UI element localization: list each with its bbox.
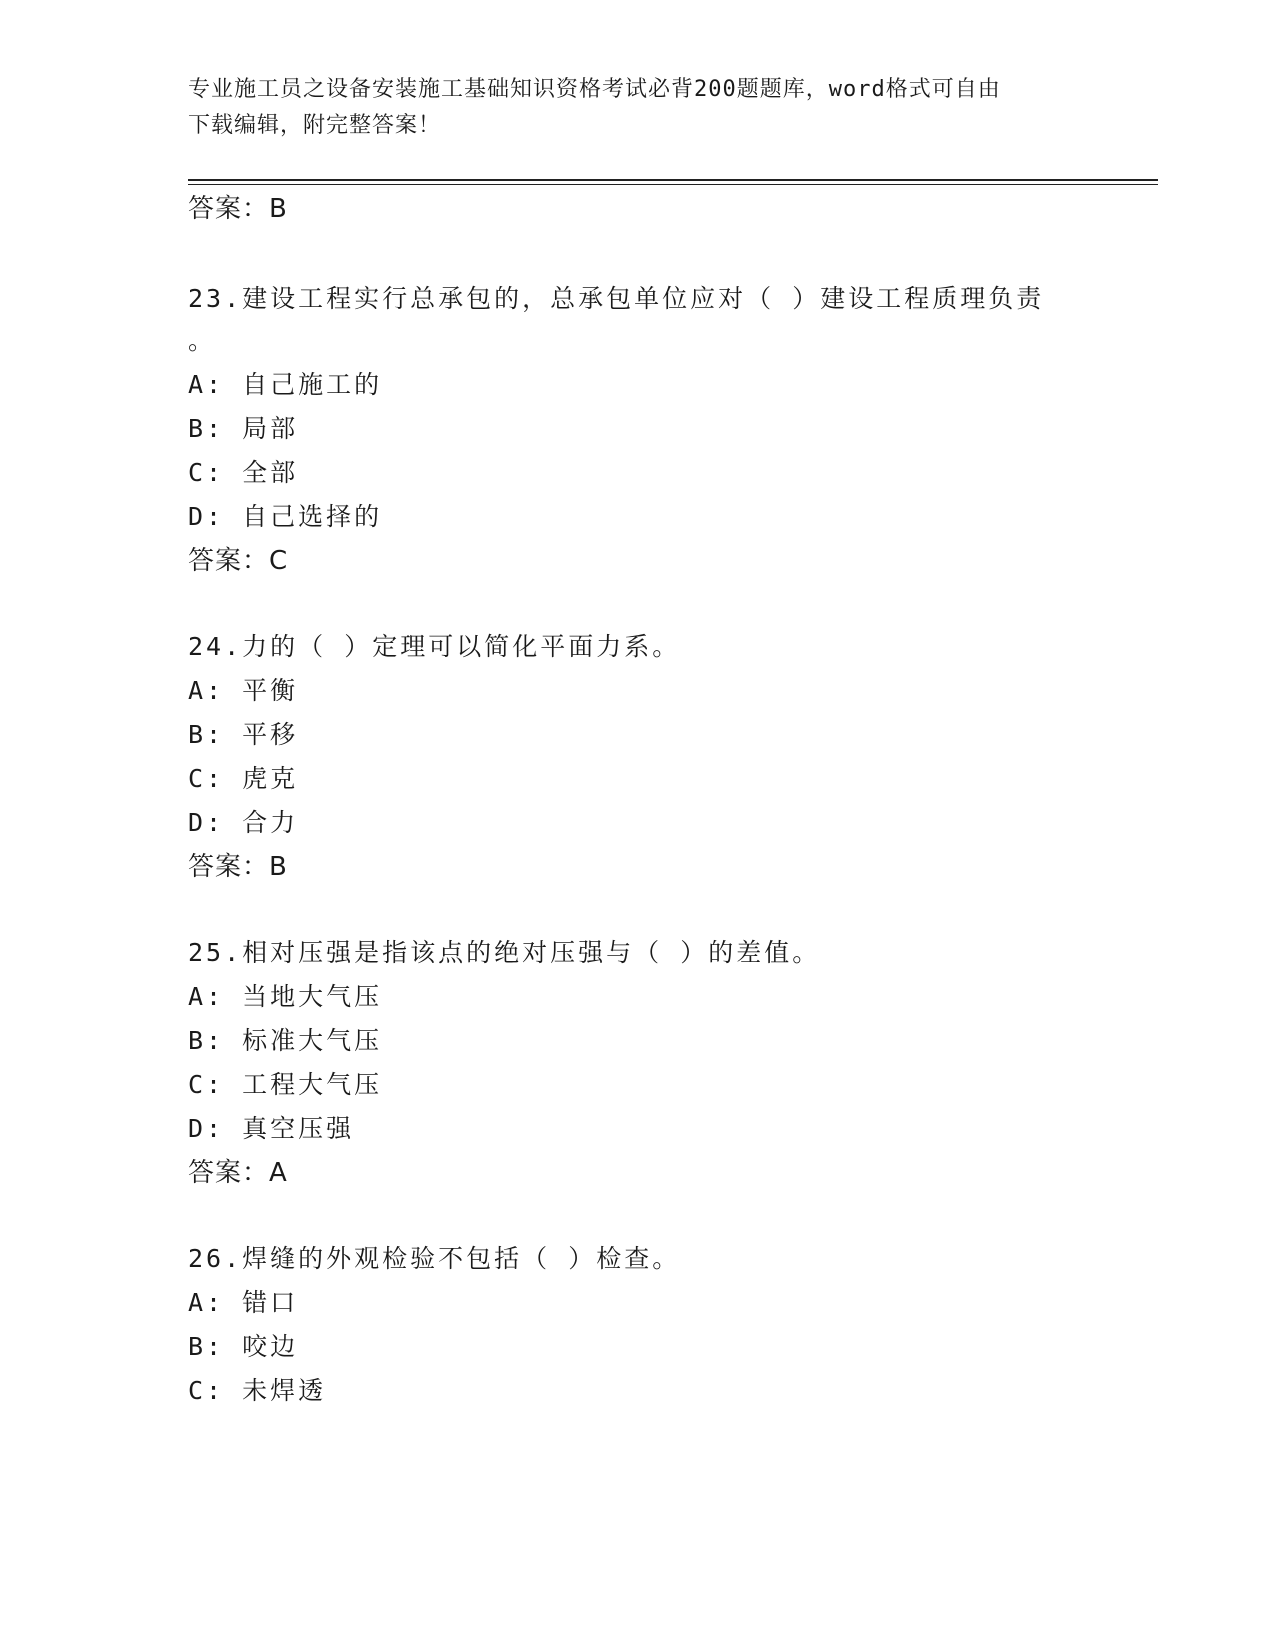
question-26-stem: 26.焊缝的外观检验不包括（ ）检查。 <box>188 1244 681 1273</box>
answer-23: 答案：C <box>188 546 289 576</box>
question-25-option-a: A: 当地大气压 <box>188 982 383 1011</box>
answer-25: 答案：A <box>188 1158 288 1188</box>
header-rule-thick <box>188 179 1158 181</box>
question-23-option-d: D: 自己选择的 <box>188 502 383 531</box>
question-26-option-a: A: 错口 <box>188 1288 299 1317</box>
question-25-option-c: C: 工程大气压 <box>188 1070 383 1099</box>
question-24-stem: 24.力的（ ）定理可以简化平面力系。 <box>188 632 681 661</box>
question-25-stem: 25.相对压强是指该点的绝对压强与（ ）的差值。 <box>188 938 821 967</box>
answer-22: 答案：B <box>188 194 288 224</box>
question-23-option-a: A: 自己施工的 <box>188 370 383 399</box>
question-26-option-b: B: 咬边 <box>188 1332 299 1361</box>
question-23-option-b: B: 局部 <box>188 414 299 443</box>
header-rule-thin <box>188 184 1158 185</box>
question-24-option-b: B: 平移 <box>188 720 299 749</box>
question-23-option-c: C: 全部 <box>188 458 299 487</box>
answer-24: 答案：B <box>188 852 288 882</box>
question-26-option-c: C: 未焊透 <box>188 1376 327 1405</box>
question-24-option-a: A: 平衡 <box>188 676 299 705</box>
document-header <box>188 72 1068 144</box>
question-24-option-d: D: 合力 <box>188 808 299 837</box>
header-line-1: 专业施工员之设备安装施工基础知识资格考试必背200题题库，word格式可自由 <box>188 77 1001 102</box>
question-23-stem-cont: 。 <box>188 326 217 355</box>
question-25-option-b: B: 标准大气压 <box>188 1026 383 1055</box>
question-23-stem: 23.建设工程实行总承包的，总承包单位应对（ ）建设工程质理负责 <box>188 284 1045 313</box>
question-25-option-d: D: 真空压强 <box>188 1114 355 1143</box>
header-line-2: 下载编辑，附完整答案！ <box>188 113 442 138</box>
question-24-option-c: C: 虎克 <box>188 764 299 793</box>
